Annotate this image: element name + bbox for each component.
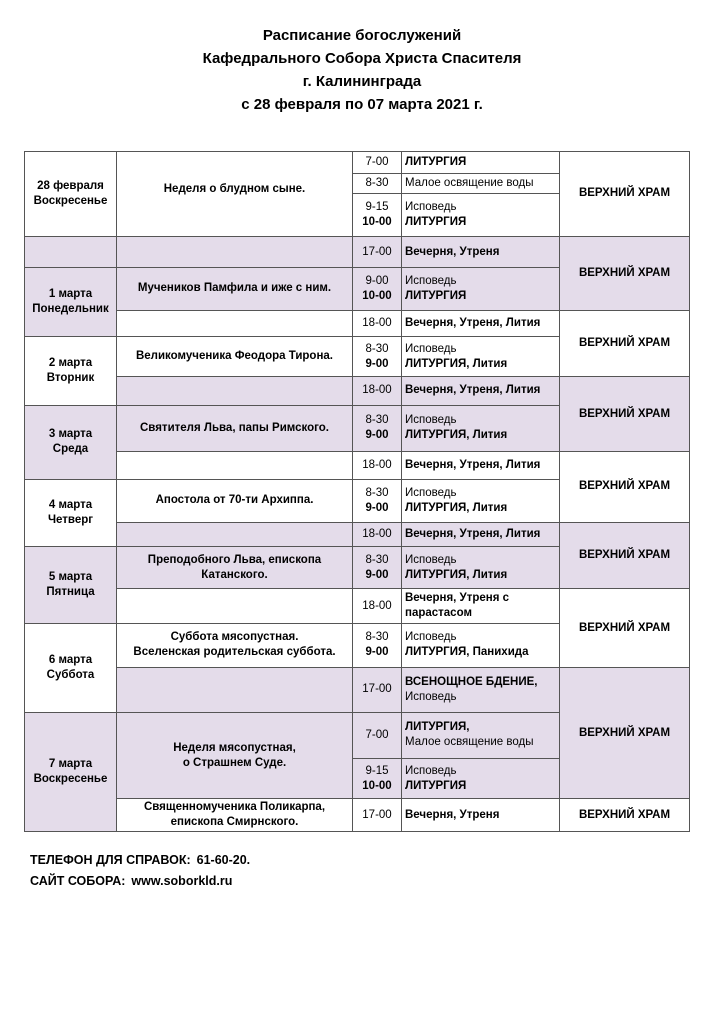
service-time [353,480,402,522]
time-2: 9-00 [365,501,389,514]
feast-name: Мучеников Памфила и иже с ним. [117,268,353,310]
location-cell: ВЕРХНИЙ ХРАМ [560,799,690,832]
service-2: ЛИТУРГИЯ, Панихида [405,646,529,659]
feast-cell [117,236,353,267]
service-1: Исповедь [405,201,457,214]
day-weekday: Вторник [46,371,95,384]
title-line-4: с 28 февраля по 07 марта 2021 г. [241,96,483,113]
service-1: Исповедь [405,486,457,499]
service-1: Исповедь [405,631,457,644]
service-name [402,268,560,310]
service-time [353,194,402,236]
feast-cell [117,623,353,667]
time-2: 10-00 [362,289,392,302]
service-1: Исповедь [405,553,457,566]
title-line-1: Расписание богослужений [262,27,462,44]
date-cell [25,152,117,237]
service-name [402,759,560,799]
table-row [25,310,690,336]
time-2: 9-00 [365,646,389,659]
feast-cell [117,799,353,832]
title-line-3: г. Калининграда [302,73,422,90]
location-cell: ВЕРХНИЙ ХРАМ [560,589,690,668]
feast-cell [117,152,353,237]
service-name: Вечерня, Утреня [402,236,560,267]
time-1: 8-30 [365,631,389,644]
day-weekday: Воскресенье [33,194,108,207]
time-2: 9-00 [365,568,389,581]
day-weekday: Среда [52,443,89,456]
service-2: Малое освящение воды [405,736,534,749]
service-name [402,480,560,522]
phone-line [30,850,250,871]
page-title [0,24,724,116]
service-name [402,589,560,623]
day-weekday: Четверг [47,514,94,527]
date-cell [25,623,117,712]
date-cell [25,236,117,267]
title-line-2: Кафедрального Собора Христа Спасителя [202,50,522,67]
date-cell [25,336,117,405]
service-1: Исповедь [405,414,457,427]
site-label: САЙТ СОБОРА: [30,874,126,888]
service-2: ЛИТУРГИЯ [405,216,467,229]
date-cell [25,480,117,547]
location-cell: ВЕРХНИЙ ХРАМ [560,236,690,310]
table-row [25,236,690,267]
feast-name-line-1: Преподобного Льва, епископа [147,553,322,566]
day-weekday: Понедельник [32,303,109,315]
site-line [30,871,250,892]
time-1: 8-30 [365,342,389,355]
service-1: ЛИТУРГИЯ, [405,721,470,734]
service-time [353,336,402,376]
service-time [353,759,402,799]
feast-cell [117,452,353,480]
feast-cell [117,589,353,623]
table-row [25,799,690,832]
date-cell [25,546,117,623]
service-2: парастасом [405,607,472,620]
date-cell [25,405,117,480]
feast-name: Святителя Льва, папы Римского. [117,405,353,451]
location-cell: ВЕРХНИЙ ХРАМ [560,668,690,799]
service-name [402,405,560,451]
service-2: ЛИТУРГИЯ, Лития [405,501,508,514]
service-time: 7-00 [353,152,402,174]
service-2: ЛИТУРГИЯ, Лития [405,357,508,370]
time-2: 9-00 [365,357,389,370]
service-time: 17-00 [353,668,402,712]
service-name [402,668,560,712]
table-row [25,668,690,712]
service-time: 18-00 [353,310,402,336]
service-1: Исповедь [405,764,457,777]
day-date: 6 марта [48,653,93,666]
table-row [25,452,690,480]
service-time [353,268,402,310]
time-2: 10-00 [362,216,392,229]
contacts-footer [30,850,250,892]
feast-name-line-1: Суббота мясопустная. [170,631,299,644]
service-name [402,623,560,667]
day-date: 4 марта [48,499,93,512]
time-1: 8-30 [365,486,389,499]
day-weekday: Суббота [46,668,95,681]
table-row [25,522,690,546]
service-name [402,194,560,236]
table-row [25,589,690,623]
service-name [402,336,560,376]
service-name: Малое освящение воды [402,174,560,194]
service-time: 8-30 [353,174,402,194]
feast-cell [117,377,353,405]
service-name [402,546,560,588]
service-time [353,623,402,667]
service-2: ЛИТУРГИЯ, Лития [405,568,508,581]
service-time: 17-00 [353,799,402,832]
service-1: Исповедь [405,274,457,287]
service-time [353,546,402,588]
service-name: Вечерня, Утреня, Лития [402,377,560,405]
service-time: 17-00 [353,236,402,267]
location-cell: ВЕРХНИЙ ХРАМ [560,522,690,589]
date-cell [25,712,117,831]
service-time: 18-00 [353,377,402,405]
service-1: ВСЕНОЩНОЕ БДЕНИЕ, [405,675,538,688]
feast-name-line-1: Неделя мясопустная, [173,741,296,754]
day-weekday: Пятница [46,585,95,598]
day-weekday: Воскресенье [33,772,108,785]
time-1: 8-30 [365,553,389,566]
feast-cell [117,546,353,588]
service-time: 7-00 [353,712,402,758]
day-date: 5 марта [48,570,93,583]
service-name: Вечерня, Утреня, Лития [402,452,560,480]
feast-name: Неделя о блудном сыне. [163,183,306,196]
time-2: 9-00 [365,429,389,442]
schedule-table [24,151,690,832]
time-1: 9-00 [365,274,389,287]
time-2: 10-00 [362,779,392,792]
service-name: Вечерня, Утреня [402,799,560,832]
feast-name: Великомученика Феодора Тирона. [117,336,353,376]
time-1: 9-15 [365,201,389,214]
feast-cell [117,310,353,336]
location-cell: ВЕРХНИЙ ХРАМ [560,152,690,237]
table-row [25,152,690,174]
service-time: 18-00 [353,589,402,623]
day-date: 1 марта [48,288,93,300]
feast-name: Апостола от 70-ти Архиппа. [117,480,353,522]
day-date: 3 марта [48,428,93,441]
time-1: 8-30 [365,414,389,427]
day-date: 2 марта [48,356,93,369]
service-name: ЛИТУРГИЯ [402,152,560,174]
phone-number: 61-60-20. [196,853,251,867]
day-date: 28 февраля [37,179,104,192]
site-url: www.soborkld.ru [131,874,233,888]
service-time: 18-00 [353,522,402,546]
feast-name-line-2: Катанского. [201,568,268,581]
service-2: ЛИТУРГИЯ, Лития [405,429,508,442]
service-time [353,405,402,451]
feast-cell [117,522,353,546]
service-name: Вечерня, Утреня, Лития [402,310,560,336]
feast-name-line-2: епископа Смирнского. [170,816,299,829]
date-cell [25,268,117,337]
day-date: 7 марта [48,757,93,770]
service-time: 18-00 [353,452,402,480]
service-2: Исповедь [405,690,457,703]
service-2: ЛИТУРГИЯ [405,779,467,792]
service-1: Исповедь [405,342,457,355]
service-2: ЛИТУРГИЯ [405,289,467,302]
location-cell: ВЕРХНИЙ ХРАМ [560,452,690,523]
feast-name-line-2: Вселенская родительская суббота. [133,646,336,659]
location-cell: ВЕРХНИЙ ХРАМ [560,377,690,452]
feast-name-line-2: о Страшнем Суде. [182,756,287,769]
service-1: Вечерня, Утреня с [405,592,510,605]
location-cell: ВЕРХНИЙ ХРАМ [560,310,690,377]
feast-name-line-1: Священномученика Поликарпа, [143,801,326,814]
service-name [402,712,560,758]
table-row [25,377,690,405]
service-name: Вечерня, Утреня, Лития [402,522,560,546]
feast-cell [117,712,353,799]
phone-label: ТЕЛЕФОН ДЛЯ СПРАВОК: [30,853,191,867]
time-1: 9-15 [365,764,389,777]
feast-cell [117,668,353,712]
